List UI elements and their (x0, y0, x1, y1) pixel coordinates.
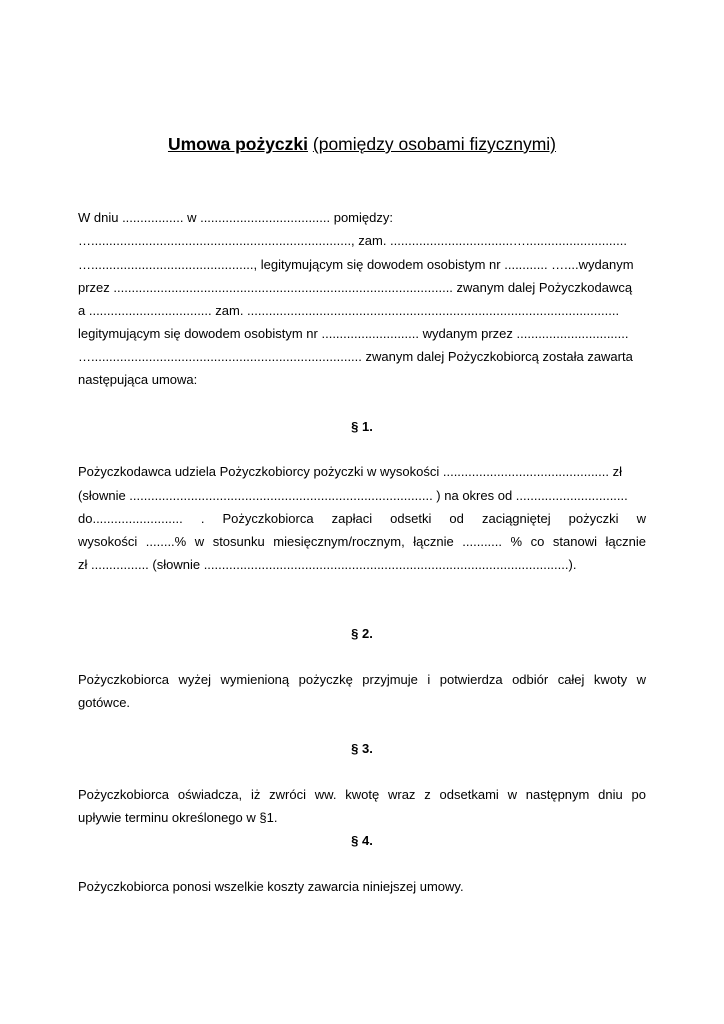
document-title (0, 133, 724, 155)
section-2-line-cash: gotówce. (78, 695, 131, 710)
section-1-line-total: zł ................ (słownie .....................................................................................................). (78, 557, 577, 572)
section-1-heading: § 1. (351, 419, 373, 434)
section-4-line-costs: Pożyczkobiorca ponosi wszelkie koszty zawarcia niniejszej umowy. (78, 879, 464, 894)
intro-line-borrower-issuer: …........................................................................... zwanym dalej Pożyczkobiorcą została zawarta (78, 349, 633, 364)
section-4-heading: § 4. (351, 833, 373, 848)
intro-line-borrower-id: legitymującym się dowodem osobistym nr ........................... wydanym przez ............................... (78, 326, 629, 341)
intro-line-date-place: W dniu ................. w .................................... pomiędzy: (78, 210, 393, 225)
document-title-main: Umowa pożyczki (167, 134, 309, 154)
intro-line-closing: następująca umowa: (78, 372, 198, 387)
section-2-heading: § 2. (351, 626, 373, 641)
section-1-line-words-period: (słownie .................................................................................... ) na okres od ............................... (78, 488, 628, 503)
section-2-line-acceptance: Pożyczkobiorca wyżej wymienioną pożyczkę przyjmuje i potwierdza odbiór całej kwoty w (78, 672, 646, 687)
intro-line-lender-id: …............................................., legitymującym się dowodem osobistym nr ............ …....wydanym (78, 257, 634, 272)
section-3-heading: § 3. (351, 741, 373, 756)
section-1-line-rate: wysokości ........% w stosunku miesięcznym/rocznym, łącznie ........... % co stanowi łącznie (78, 534, 646, 549)
section-3-line-repayment: Pożyczkobiorca oświadcza, iż zwróci ww. kwotę wraz z odsetkami w następnym dniu po (78, 787, 646, 802)
intro-line-lender-issuer: przez .............................................................................................. zwanym dalej Pożyczkodawcą (78, 280, 633, 295)
section-1-line-amount: Pożyczkodawca udziela Pożyczkobiorcy pożyczki w wysokości .............................................. zł (78, 464, 623, 479)
section-1-line-interest: do......................... . Pożyczkobiorca zapłaci odsetki od zaciągniętej pożyczki w (78, 511, 646, 526)
intro-line-lender-name: …........................................................................, zam. ..................................…............................ (78, 233, 627, 248)
document-title-subtitle: (pomiędzy osobami fizycznymi) (312, 134, 557, 154)
section-3-line-term: upływie terminu określonego w §1. (78, 810, 278, 825)
intro-line-borrower-name: a .................................. zam. ....................................................................................................... (78, 303, 620, 318)
